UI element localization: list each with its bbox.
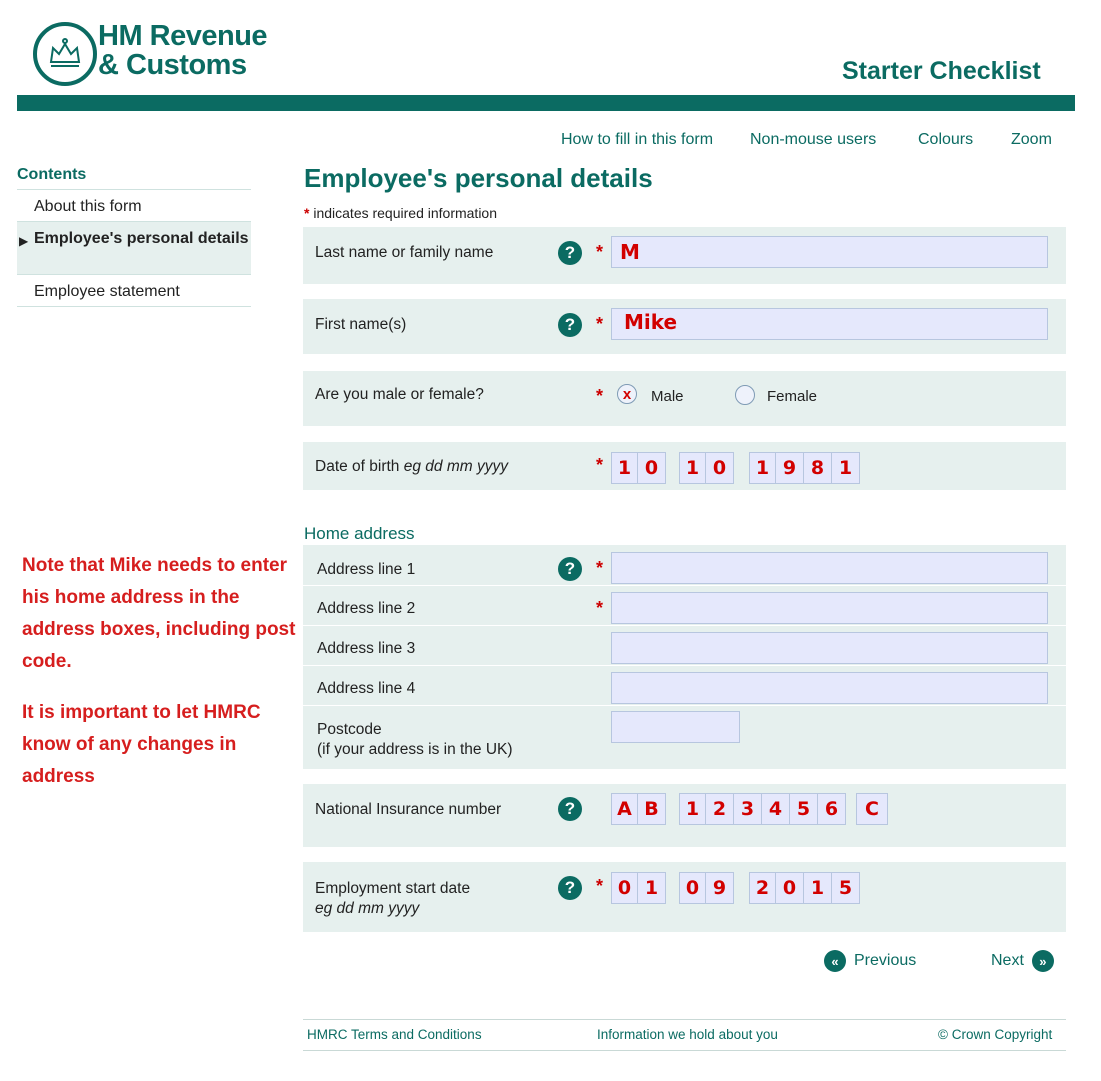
dob-panel [303, 442, 1066, 490]
dob-month[interactable] [679, 452, 734, 484]
sidebar-item-personal-details[interactable] [17, 222, 251, 275]
toplink-colours[interactable]: Colours [918, 131, 974, 148]
sidebar-item-about[interactable] [17, 191, 251, 222]
dob-label [315, 458, 508, 476]
footer-info-link[interactable]: Information we hold about you [597, 1027, 778, 1042]
ni-char-box[interactable]: 4 [762, 793, 790, 825]
footer-copyright: © Crown Copyright [938, 1027, 1053, 1042]
required-star: * [596, 558, 604, 578]
dob-day[interactable] [611, 452, 666, 484]
address-line1-label: Address line 1 [317, 561, 416, 578]
dob-label-text: Date of birth [315, 458, 400, 475]
footer-divider-top [303, 1019, 1066, 1020]
row-divider [303, 625, 1066, 626]
contents-title: Contents [17, 166, 251, 190]
last-name-input[interactable]: M [611, 236, 1048, 268]
sidebar-item-label: About this form [34, 198, 142, 215]
address-line4-label: Address line 4 [317, 680, 416, 697]
digit-box[interactable]: 0 [706, 452, 734, 484]
postcode-label-text: Postcode [317, 721, 382, 738]
row-divider [303, 705, 1066, 706]
ni-char-box[interactable]: A [611, 793, 638, 825]
footer-terms-link[interactable]: HMRC Terms and Conditions [307, 1027, 482, 1042]
ni-char-box[interactable]: 3 [734, 793, 762, 825]
row-divider [303, 585, 1066, 586]
toplink-zoom[interactable]: Zoom [1011, 131, 1052, 148]
last-name-panel [303, 227, 1066, 284]
postcode-label [317, 720, 513, 760]
next-button[interactable] [991, 950, 1054, 972]
required-star: * [304, 205, 310, 221]
help-icon[interactable]: ? [558, 797, 582, 821]
required-star: * [596, 598, 604, 618]
crown-icon [45, 34, 85, 74]
gender-panel [303, 371, 1066, 426]
ni-panel [303, 784, 1066, 847]
digit-box[interactable]: 1 [679, 452, 706, 484]
first-name-panel [303, 299, 1066, 354]
digit-box[interactable]: 1 [832, 452, 860, 484]
address-line4-input[interactable] [611, 672, 1048, 704]
header-bar [17, 95, 1075, 111]
digit-box[interactable]: 0 [679, 872, 706, 904]
ni-label: National Insurance number [315, 801, 502, 818]
dob-hint: eg dd mm yyyy [403, 458, 508, 475]
digit-box[interactable]: 8 [804, 452, 832, 484]
required-note-text: indicates required information [313, 205, 497, 221]
home-address-heading: Home address [304, 524, 415, 543]
address-line2-input[interactable] [611, 592, 1048, 624]
digit-box[interactable]: 1 [611, 452, 638, 484]
start-day[interactable] [611, 872, 666, 904]
postcode-input[interactable] [611, 711, 740, 743]
help-icon[interactable]: ? [558, 557, 582, 581]
sidebar-item-label: Employee statement [34, 283, 180, 300]
postcode-hint: (if your address is in the UK) [317, 741, 513, 758]
female-label: Female [767, 388, 818, 405]
previous-label: Previous [854, 952, 917, 969]
address-line3-input[interactable] [611, 632, 1048, 664]
ni-char-box[interactable]: 5 [790, 793, 818, 825]
hmrc-crest-logo [33, 22, 97, 86]
ni-prefix[interactable] [611, 793, 666, 825]
logo-line-1: HM Revenue [98, 20, 268, 52]
next-label: Next [991, 952, 1024, 969]
toplink-how-to-fill[interactable]: How to fill in this form [561, 131, 714, 148]
ni-char-box[interactable]: 2 [706, 793, 734, 825]
ni-char-box[interactable]: 6 [818, 793, 846, 825]
annotation-note-2: It is important to let HMRC know of any changes in address [22, 702, 261, 787]
logo-text [98, 22, 267, 80]
last-name-label: Last name or family name [315, 244, 494, 261]
required-star: * [596, 242, 604, 262]
ni-char-box[interactable]: B [638, 793, 666, 825]
digit-box[interactable]: 1 [804, 872, 832, 904]
start-date-hint: eg dd mm yyyy [315, 900, 420, 917]
logo-line-2: & Customs [98, 49, 247, 81]
digit-box[interactable]: 0 [776, 872, 804, 904]
address-line1-input[interactable] [611, 552, 1048, 584]
address-line3-label: Address line 3 [317, 640, 416, 657]
digit-box[interactable]: 5 [832, 872, 860, 904]
current-arrow-icon: ▶ [19, 234, 29, 248]
annotation-note-1: Note that Mike needs to enter his home address in the address boxes, including post code. [22, 555, 296, 672]
sidebar-item-statement[interactable] [17, 276, 251, 307]
digit-box[interactable]: 1 [749, 452, 776, 484]
ni-char-box[interactable]: 1 [679, 793, 706, 825]
required-star: * [596, 314, 604, 334]
sidebar-item-label: Employee's personal details [34, 230, 249, 247]
start-year[interactable] [749, 872, 860, 904]
ni-char-box[interactable]: C [856, 793, 888, 825]
first-name-input[interactable]: Mike [611, 308, 1048, 340]
address-panel [303, 545, 1066, 769]
required-note [304, 205, 497, 221]
ni-suffix[interactable] [856, 793, 888, 825]
ni-digits[interactable] [679, 793, 846, 825]
first-name-label: First name(s) [315, 316, 407, 333]
dob-year[interactable] [749, 452, 860, 484]
previous-button[interactable] [824, 950, 916, 972]
required-star: * [596, 386, 604, 406]
help-icon[interactable]: ? [558, 876, 582, 900]
start-date-label-text: Employment start date [315, 880, 471, 897]
app-title: Starter Checklist [842, 57, 1041, 85]
digit-box[interactable]: 9 [776, 452, 804, 484]
help-icon[interactable]: ? [558, 241, 582, 265]
digit-box[interactable]: 1 [638, 872, 666, 904]
female-radio[interactable] [735, 385, 755, 405]
male-radio[interactable]: x [617, 384, 637, 404]
digit-box[interactable]: 0 [638, 452, 666, 484]
digit-box[interactable]: 0 [611, 872, 638, 904]
male-label: Male [651, 388, 684, 405]
footer-divider-bottom [303, 1050, 1066, 1051]
help-icon[interactable]: ? [558, 313, 582, 337]
digit-box[interactable]: 2 [749, 872, 776, 904]
start-month[interactable] [679, 872, 734, 904]
page-title: Employee's personal details [304, 163, 653, 193]
start-date-panel [303, 862, 1066, 932]
next-icon: » [1032, 950, 1054, 972]
gender-label: Are you male or female? [315, 386, 484, 403]
start-date-label [315, 879, 470, 919]
digit-box[interactable]: 9 [706, 872, 734, 904]
row-divider [303, 665, 1066, 666]
previous-icon: « [824, 950, 846, 972]
required-star: * [596, 455, 604, 475]
address-line2-label: Address line 2 [317, 600, 416, 617]
required-star: * [596, 876, 604, 896]
toplink-non-mouse[interactable]: Non-mouse users [750, 131, 877, 148]
